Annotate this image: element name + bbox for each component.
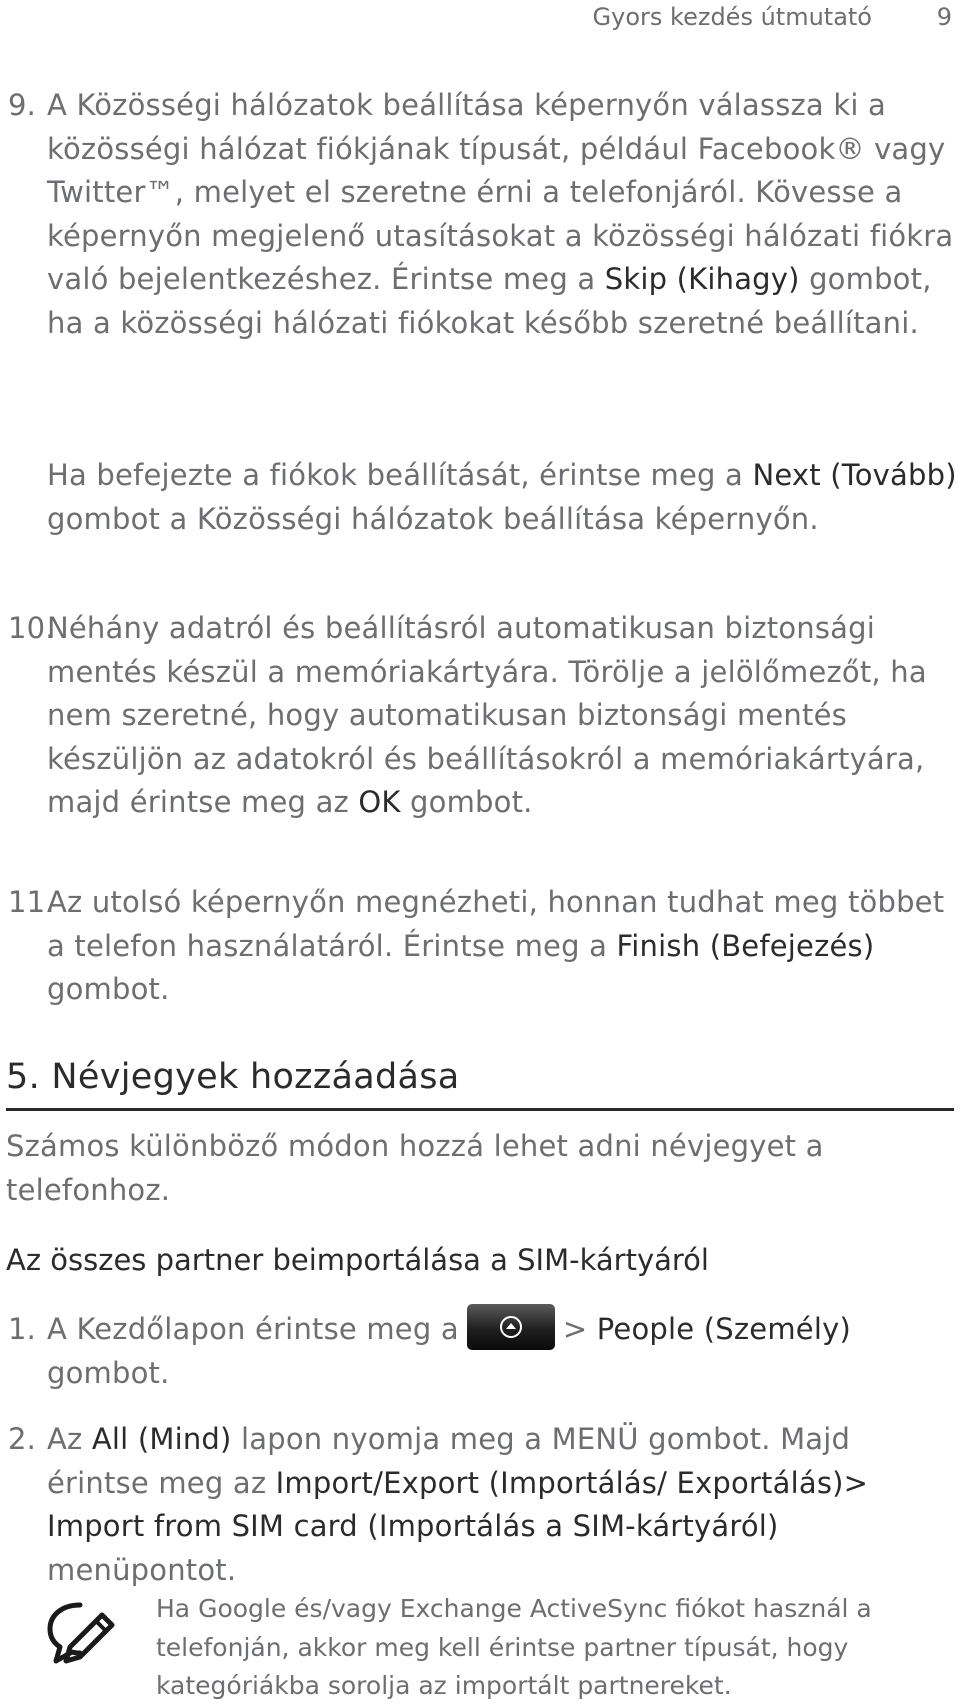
note-pencil-icon — [44, 1597, 120, 1673]
next-button-label: Next (Tovább) — [752, 458, 957, 492]
page-number: 9 — [936, 3, 952, 31]
step-text — [47, 84, 958, 345]
step-number: 11. — [8, 885, 55, 919]
finish-button-label: Finish (Befejezés) — [616, 928, 875, 963]
step-text-part: lapon nyomja meg a MENÜ gombot. Majd érintse meg az — [47, 1422, 851, 1500]
step-text-part: Az utolsó képernyőn megnézheti, honnan tudhat meg többet a telefon használatáról. Érintse meg a — [47, 885, 945, 963]
all-tab-label: All (Mind) — [91, 1422, 232, 1456]
step-11 — [8, 881, 958, 1012]
step-text-part: menüpontot. — [47, 1552, 237, 1587]
step-text-part: A Közösségi hálózatok beállítása képernyőn válassza ki a közösségi hálózat fiókjának típusát, például Facebook® vagy Twitter™, melyet el szeretne érni a telefonjáról. Kövesse a képernyőn megjelenő utasításokat a közösségi hálózati fiókra való bejelentkezéshez. Érintse meg a — [47, 88, 954, 296]
document-title: Gyors kezdés útmutató — [592, 3, 872, 31]
step-text-part: gombot. — [400, 785, 533, 819]
import-export-menu-label: Import/Export (Importálás/ Exportálás)> Import from SIM card (Importálás a SIM-kártyáról) — [47, 1465, 869, 1543]
step-text-part: gombot a Közösségi hálózatok beállítása képernyőn. — [47, 501, 819, 536]
step-text-part: > — [562, 1312, 597, 1346]
section-divider — [6, 1108, 954, 1111]
step-number: 2. — [8, 1422, 37, 1456]
section-intro: Számos különböző módon hozzá lehet adni névjegyet a telefonhoz. — [6, 1129, 824, 1207]
skip-button-label: Skip (Kihagy) — [604, 262, 800, 296]
note-text: Ha Google és/vagy Exchange ActiveSync fiókot használ a telefonján, akkor meg kell érintse partner típusát, hogy kategóriákba sorolja az importált partnereket. — [156, 1594, 872, 1700]
all-apps-button-icon — [467, 1304, 555, 1350]
step-10 — [8, 607, 958, 825]
step-text — [47, 1418, 958, 1592]
subsection-heading: Az összes partner beimportálása a SIM-kártyáról — [6, 1243, 709, 1277]
step-text-part: Ha befejezte a fiókok beállítását, érintse meg a — [47, 458, 753, 492]
step-number: 10. — [8, 611, 55, 645]
step-text-part: gombot, ha a közösségi hálózati fiókokat később szeretné beállítani. — [47, 262, 932, 340]
step-text — [47, 881, 958, 1012]
import-step-2 — [8, 1418, 958, 1592]
import-step-1 — [8, 1308, 958, 1395]
step-text-part: Az — [47, 1422, 92, 1456]
ok-button-label: OK — [358, 785, 401, 819]
step-text — [47, 607, 958, 825]
step-text — [47, 454, 958, 541]
step-text — [47, 1308, 958, 1395]
step-9-continuation — [8, 454, 958, 541]
step-text-part: A Kezdőlapon érintse meg a — [47, 1312, 459, 1346]
step-9 — [8, 84, 958, 345]
section-heading: 5. Névjegyek hozzáadása — [6, 1057, 460, 1097]
people-app-label: People (Személy) — [596, 1312, 851, 1346]
step-number: 9. — [8, 88, 37, 122]
step-text-part: Néhány adatról és beállításról automatikusan biztonsági mentés készül a memóriakártyára. Törölje a jelölőmezőt, ha nem szeretné, hogy automatikusan biztonsági mentés készüljön az adatokról és beállításokról a memóriakártyára, majd érintse meg az — [47, 611, 927, 819]
step-text-part: gombot. — [47, 972, 170, 1006]
step-number: 1. — [8, 1312, 37, 1346]
step-text-part: gombot. — [47, 1355, 170, 1390]
